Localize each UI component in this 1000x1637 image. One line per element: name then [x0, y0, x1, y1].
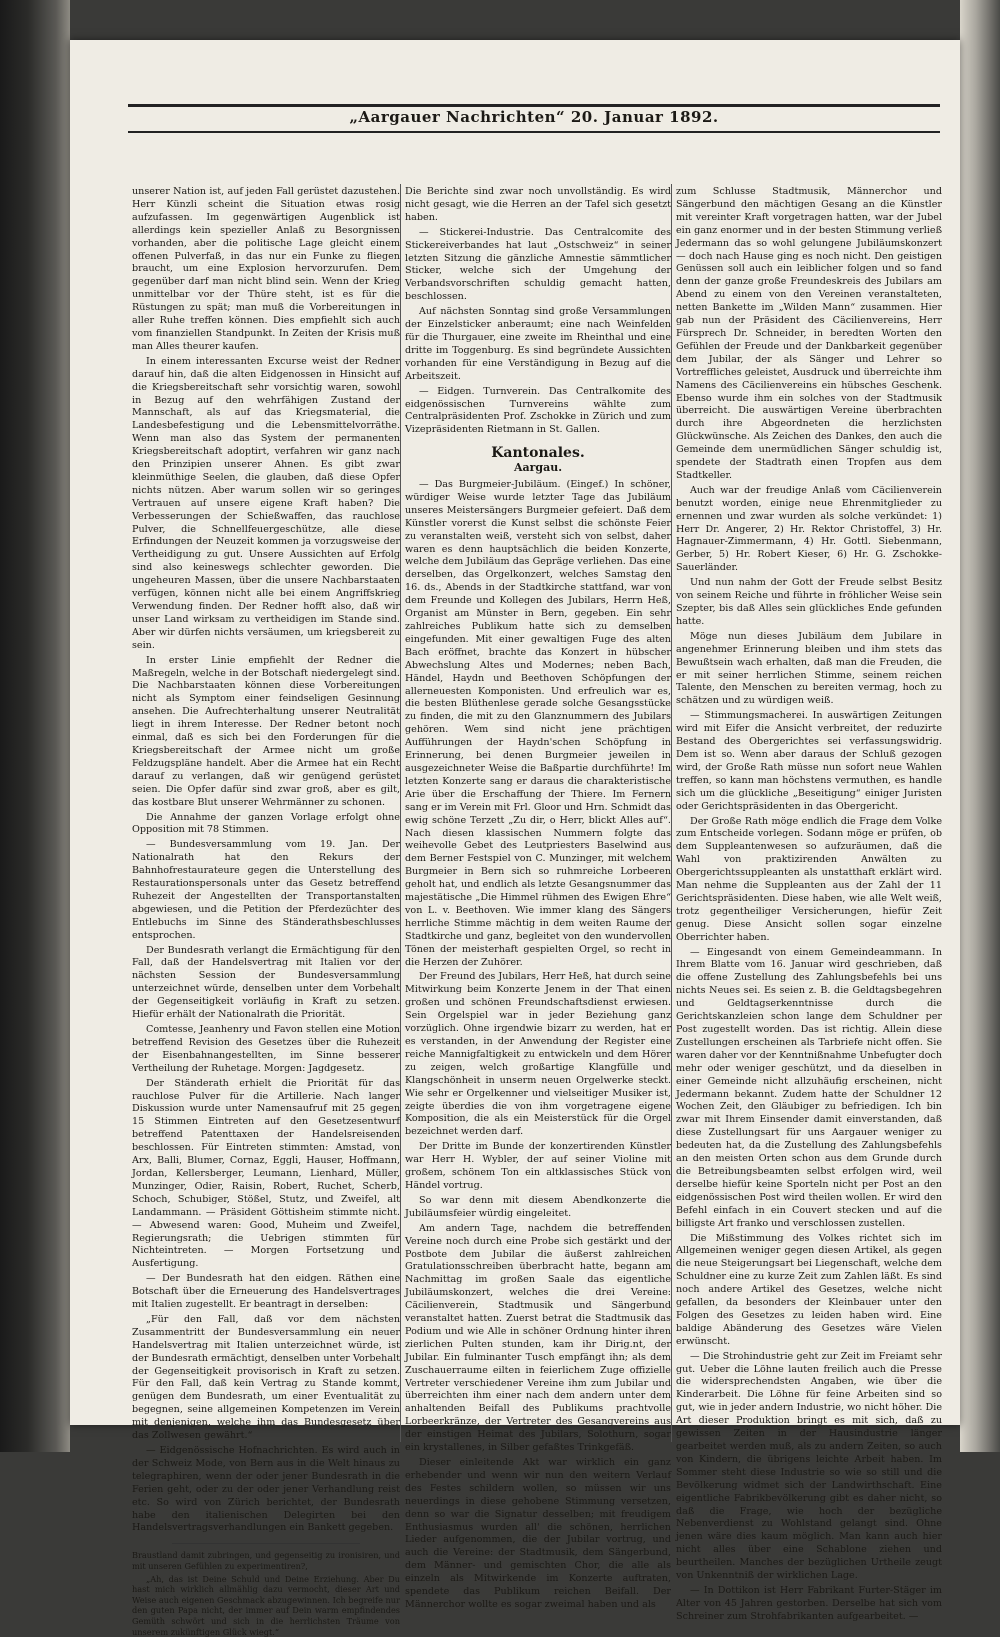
paragraph: In einem interessanten Excurse weist der Redner darauf hin, daß die alten Eidgenossen in Hinsicht auf die Kriegsbereitschaft sehr vorsichtig waren, sowohl in Bezug auf den wehrfähigen Zustand der Mannschaft, als auf das Kriegsmaterial, die Landesbefestigung und die Lebensmittelvorräthe. Wenn man also das System der permanenten Kriegsbereitschaft adoptirt, verfahren wir ganz nach den Prinzipien unserer Ahnen. Es gibt zwar kleinmüthige Seelen, die glauben, daß diese Opfer nichts nützen. Aber warum sollen wir so geringes Vertrauen auf unsere eigene Kraft haben? Die Verbesserungen der Schießwaffen, das rauchlose Pulver, die Schnellfeuergeschütze, alle diese Erfindungen der Neuzeit kommen ja vorzugsweise der Vertheidigung zu gut. Unsere Aussichten auf Erfolg sind also keineswegs schlechter geworden. Die ungeheuren Massen, über die unsere Nachbarstaaten verfügen, können nicht alle bei einem Angriffskrieg Verwendung finden. Der Redner hofft also, daß wir unser Land wirksam zu vertheidigen im Stande sind. Aber wir dürfen nichts versäumen, um kriegsbereit zu sein. [132, 355, 400, 651]
column-rule-2 [671, 184, 672, 1442]
page-header-title: „Aargauer Nachrichten“ 20. Januar 1892. [349, 108, 719, 126]
paragraph: Möge nun dieses Jubiläum dem Jubilare in angenehmer Erinnerung bleiben und ihm stets das Bewußtsein wach erhalten, daß man die Freuden, die er mit seiner herrlichen Stimme, seinem reichen Talente, den Menschen zu bereiten vermag, hoch zu schätzen und zu würdigen weiß. [676, 630, 942, 707]
feuilleton-text: Braustland damit zubringen, und gegenseitig zu ironisiren, und mit unseren Gefühlen zu experimentiren?, [132, 1550, 400, 1571]
paragraph: „Für den Fall, daß vor dem nächsten Zusammentritt der Bundesversammlung ein neuer Handelsvertrag mit Italien unterzeichnet würde, ist der Bundesrath ermächtigt, denselben unter Vorbehalt der Gegenseitigkeit provisorisch in Kraft zu setzen. Für den Fall, daß kein Vertrag zu Stande kommt, genügen dem Bundesrath, um einer Eventualität zu begegnen, seine allgemeinen Kompetenzen im Verein mit denjenigen, welche ihm das Bundesgesetz über das Zollwesen gewährt.“ [132, 1313, 400, 1442]
paragraph: Die Mißstimmung des Volkes richtet sich im Allgemeinen weniger gegen diesen Artikel, als gegen die neue Steigerungsart bei Liegenschaft, welche dem Schuldner eine zu kurze Zeit zum Zahlen läßt. Es sind noch andere Artikel des Gesetzes, welche nicht gefallen, da besonders der Kleinbauer unter den Folgen des Gesetzes zu leiden haben wird. Eine baldige Abänderung des Gesetzes wäre Vielen erwünscht. [676, 1232, 942, 1347]
paragraph: Am andern Tage, nachdem die betreffenden Vereine noch durch eine Probe sich gestärkt und der Postbote dem Jubilar die äußerst zahlreichen Gratulationsschreiben überbracht hatte, begann am Nachmittag im großen Saale das eigentliche Jubiläumskonzert, welches die drei Vereine: Cäcilienverein, Stadtmusik und Sängerbund veranstaltet hatten. Zuerst betrat die Stadtmusik das Podium und wie Alle in schöner Ordnung hinter ihren zierlichen Pulten stunden, kam ihr Dirig.nt, der Jubilar. Ein fulminanter Tusch empfängt ihn; als dem Zuschauerraume eilten in feierlichem Zuge offizielle Vertreter verschiedener Vereine ihm zum Jubilar und überreichten ihm einer nach dem andern unter dem anhaltenden Beifall des Publikums prachtvolle Lorbeerkränze, der Vertreter des Gesangvereins aus der einstigen Heimat des Jubilars, Solothurn, sogar ein krystallenes, in Silber gefaßtes Trinkgefäß. [405, 1222, 671, 1454]
page-header [128, 104, 940, 133]
paragraph: Auf nächsten Sonntag sind große Versammlungen der Einzelsticker anberaumt; eine nach Weinfelden für die Thurgauer, eine zweite im Rheinthal und eine dritte im Toggenburg. Es sind begründete Aussichten vorhanden für eine Verständigung in Bezug auf die Arbeitszeit. [405, 306, 671, 382]
paragraph: Der Ständerath erhielt die Priorität für das rauchlose Pulver für die Artillerie. Nach langer Diskussion wurde unter Namensaufruf mit 25 gegen 15 Stimmen Eintreten auf den Gesetzesentwurf betreffend Patenttaxen der Handelsreisenden beschlossen. Für Eintreten stimmten: Amstad, von Arx, Balli, Blumer, Cornaz, Eggli, Hauser, Hoffmann, Jordan, Kellersberger, Leumann, Lienhard, Müller, Munzinger, Odier, Raisin, Robert, Ruchet, Scherb, Schoch, Schubiger, Stößel, Stutz, und Zweifel, alt Landammann. — Präsident Göttisheim stimmte nicht. — Abwesend waren: Good, Muheim und Zweifel, Regierungsrath; die Uebrigen stimmten für Nichteintreten. — Morgen Fortsetzung und Ausfertigung. [132, 1077, 400, 1270]
scan-edge-left [0, 0, 70, 1452]
paragraph: — Der Bundesrath hat den eidgen. Räthen eine Botschaft über die Erneuerung des Handelsvertrages mit Italien zugestellt. Er beantragt in derselben: [132, 1273, 400, 1311]
newspaper-page [70, 40, 960, 1637]
feuilleton-text: „Ah, das ist Deine Schuld und Deine Erziehung. Aber Du hast mich wirklich allmählig dazu vermocht, dieser Art und Weise auch eigenen Geschmack abzugewinnen. Ich begreife nur den guten Papa nicht, der immer auf Dein warm empfindendes Gemüth schwört und sich in die herrlichsten Träume von unserem zukünftigen Glück wiegt.“ [132, 1573, 400, 1637]
column-2 [405, 186, 671, 1610]
column-3 [676, 186, 943, 1622]
paragraph: — Stickerei-Industrie. Das Centralcomite des Stickereiverbandes hat laut „Ostschweiz“ in seiner letzten Sitzung die gänzliche Amnestie sämmtlicher Sticker, welche sich der Umgehung der Verbandsvorschriften schuldig gemacht hatten, beschlossen. [405, 226, 671, 303]
paragraph: Auch war der freudige Anlaß vom Cäcilienverein benutzt worden, einige neue Ehrenmitglieder zu ernennen und zwar wurden als solche verkündet: 1) Herr Dr. Angerer, 2) Hr. Rektor Christoffel, 3) Hr. Hagnauer-Zimmermann, 4) Hr. Gottl. Siebenmann, Gerber, 5) Hr. Robert Kieser, 6) Hr. G. Zschokke-Sauerländer. [676, 484, 942, 574]
paragraph: — Das Burgmeier-Jubiläum. (Eingef.) In schöner, würdiger Weise wurde letzter Tage das Jubiläum unseres Meistersängers Burgmeier gefeiert. Daß dem Künstler vorerst die Kunst selbst die schönste Feier zu veranstalten weiß, versteht sich von selbst, daher waren es denn hauptsächlich die beiden Konzerte, welche dem Jubiläum das Gepräge verliehen. Das eine derselben, das Orgelkonzert, welches Samstag den 16. ds., Abends in der Stadtkirche stattfand, war von dem Freunde und Kollegen des Jubilars, Herrn Heß, Organist am Münster in Bern, gegeben. Ein sehr zahlreiches Publikum hatte sich zu demselben eingefunden. Mit einer gewaltigen Fuge des alten Bach eröffnet, brachte das Konzert in hübscher Abwechslung Altes und Modernes; neben Bach, Händel, Haydn und Beethoven Schöpfungen der allerneuesten Komponisten. Und erfreulich war es, die besten Blüthenlese gerade solche Gesangsstücke zu finden, die mit zu den Glanznummern des Jubilars gehören. Wem sind nicht jene prächtigen Aufführungen der Haydn'schen Schöpfung in Erinnerung, bei denen Burgmeier jeweilen in ausgezeichneter Weise die Baßpartie durchführte! Im letzten Konzerte sang er daraus die charakteristische Arie über die Erschaffung der Thiere. Im Fernern sang er im Verein mit Frl. Gloor und Hrn. Schmidt das ewig schöne Terzett „Zu dir, o Herr, blickt Alles auf“. Nach diesen klassischen Nummern folgte das weihevolle Gebet des Leutpriesters Baselwind aus dem Berner Festspiel von C. Munzinger, mit welchem Burgmeier in Bern sich so ruhmreiche Lorbeeren geholt hat, und endlich als letzte Gesangsnummer das majestätische „Die Himmel rühmen des Ewigen Ehre“ von L. v. Beethoven. Wie immer klang des Sängers herrliche Stimme mächtig in dem weiten Raume der Stadtkirche und ganz, begleitet von den wundervollen Tönen der meisterhaft gespielten Orgel, so recht in die Herzen der Zuhörer. [405, 479, 671, 968]
paragraph: Der Bundesrath verlangt die Ermächtigung für den Fall, daß der Handelsvertrag mit Italien vor der nächsten Session der Bundesversammlung unterzeichnet würde, denselben unter dem Vorbehalt der Gegenseitigkeit vorläufig in Kraft zu setzen. Hiefür erhält der Nationalrath die Priorität. [132, 944, 400, 1021]
paragraph: — Bundesversammlung vom 19. Jan. Der Nationalrath hat den Rekurs der Bahnhofrestaurateure gegen die Unterstellung des Restaurationspersonals unter das Gesetz betreffend Ruhezeit der Angestellten der Transportanstalten abgewiesen, und die Petition der Pferdezüchter des Entlebuchs im Sinne des Ständerathsbeschlusses entsprochen. [132, 839, 400, 941]
paragraph: Und nun nahm der Gott der Freude selbst Besitz von seinem Reiche und führte in fröhlicher Weise sein Szepter, bis daß Alles sein glückliches Ende gefunden hatte. [676, 577, 942, 627]
paragraph: — Stimmungsmacherei. In auswärtigen Zeitungen wird mit Eifer die Ansicht verbreitet, der reduzirte Bestand des Obergerichtes sei verfassungswidrig. Dem ist so. Wenn aber daraus der Schluß gezogen wird, der Große Rath müsse nun sofort neue Wahlen treffen, so kann man höchstens vermuthen, es handle sich um die glückliche „Beseitigung“ einiger Juristen oder Gerichtspräsidenten in das Obergericht. [676, 710, 942, 812]
paragraph: — Die Strohindustrie geht zur Zeit im Freiamt sehr gut. Ueber die Löhne lauten freilich auch die Presse die widersprechendsten Angaben, wie über die Kinderarbeit. Die Löhne für feine Arbeiten sind so gut, wie in jeder andern Industrie, wo nicht höher. Die Art dieser Produktion bringt es mit sich, daß zu gewissen Zeiten in der Hausindustrie länger gearbeitet werden muß, als zu andern Zeiten, so auch von Kindern, die übrigens leichte Arbeit haben. Im Sommer steht diese Industrie so wie so still und die Bevölkerung widmet sich der Landwirthschaft. Eine eigentliche Fabrikbevölkerung gibt es daher nicht, so daß die Frage, wie hoch der bezügliche Nebenverdienst zu Wohlstand gelangt sind. Ohne jenen wäre dies kaum möglich. Man kann auch hier nicht alles über eine Schablone ziehen und beurtheilen. Manches der bezüglichen Urtheile zeugt von Unkenntniß der wirklichen Lage. [676, 1350, 942, 1582]
paragraph: — Eidgen. Turnverein. Das Centralkomite des eidgenössischen Turnvereins wählte zum Centralpräsidenten Prof. Zschokke in Zürich und zum Vizepräsidenten Rietmann in St. Gallen. [405, 385, 671, 436]
paragraph: — Eidgenössische Hofnachrichten. Es wird auch in der Schweiz Mode, von Bern aus in die Welt hinaus zu telegraphiren, wenn der oder jener Bundesrath in die Ferien geht, oder zu der oder jener Verhandlung reist etc. So wird von Zürich berichtet, der Bundesrath habe den italienischen Delegirten bei den Handelsvertragsverhandlungen ein Bankett gegeben. [132, 1445, 400, 1534]
column-1 [132, 186, 400, 1637]
paragraph: Der Freund des Jubilars, Herr Heß, hat durch seine Mitwirkung beim Konzerte Jenem in der That einen großen und schönen Freundschaftsdienst erwiesen. Sein Orgelspiel war in jeder Beziehung ganz vorzüglich. Ohne irgendwie bizarr zu werden, hat er es verstanden, in der Anwendung der Register eine reiche Mannigfaltigkeit zu entwickeln und dem Hörer zu zeigen, welch großartige Klangfülle und Klangschönheit in unserm neuen Orgelwerke steckt. Wie sehr er Orgelkenner und vielseitiger Musiker ist, zeigte überdies die von ihm vorgetragene eigene Komposition, die als ein Meisterstück für die Orgel bezeichnet werden darf. [405, 971, 671, 1138]
paragraph: Dieser einleitende Akt war wirklich ein ganz erhebender und wenn wir nun den weitern Verlauf des Festes schildern wollen, so müssen wir uns neuerdings in diese gehobene Stimmung versetzen, denn so war die Signatur desselben; mit freudigem Enthusiasmus wurden all' die schönen, herrlichen Lieder aufgenommen, die der Jubilar vortrug, und auch die Vereine: der Stadtmusik, dem Sängerbund, dem Männer- und gemischten Chor, die alle als einzeln als Mitwirkende im Konzerte auftraten, spendete das Publikum reichen Beifall. Der Männerchor wollte es sogar zweimal haben und als [405, 1457, 671, 1610]
paragraph: So war denn mit diesem Abendkonzerte die Jubiläumsfeier würdig eingeleitet. [405, 1194, 671, 1219]
paragraph: Die Berichte sind zwar noch unvollständig. Es wird nicht gesagt, wie die Herren an der Tafel sich gesetzt haben. [405, 186, 671, 223]
paragraph: Comtesse, Jeanhenry und Favon stellen eine Motion betreffend Revision des Gesetzes über die Ruhezeit der Eisenbahnangestellten, im Sinne besserer Vertheilung der Ruhetage. Morgen: Jagdgesetz. [132, 1024, 400, 1074]
feuilleton-divider [172, 1543, 360, 1544]
scan-edge-right [960, 0, 1000, 1452]
paragraph: In erster Linie empfiehlt der Redner die Maßregeln, welche in der Botschaft niedergelegt sind. Die Nachbarstaaten können diese Vorbereitungen nicht als Symptom einer feindseligen Gesinnung ansehen. Die Aufrechterhaltung unserer Neutralität liegt in ihrem Interesse. Der Redner betont noch einmal, daß es sich bei den Forderungen für die Kriegsbereitschaft der Armee nicht um große Feldzugspläne handelt. Aber die Armee hat ein Recht darauf zu verlangen, daß wir genügend gerüstet seien. Die Opfer dafür sind zwar groß, aber es gilt, das kostbare Blut unserer Wehrmänner zu schonen. [132, 654, 400, 808]
paragraph: — In Dottikon ist Herr Fabrikant Furter-Stäger im Alter von 45 Jahren gestorben. Derselbe hat sich vom Schreiner zum Strohfabrikanten aufgearbeitet. — [676, 1584, 942, 1622]
paragraph: — Eingesandt von einem Gemeindeammann. In Ihrem Blatte vom 16. Januar wird geschrieben, daß die offene Zustellung des Zahlungsbefehls bei uns nichts Neues sei. Es seien z. B. die Geldtagsbegehren und Geldtagserkenntnisse durch die Gerichtskanzleien schon lange dem Schuldner per Post zugestellt worden. Das ist richtig. Allein diese Zustellungen erscheinen als Tarbriefe nicht offen. Sie waren daher vor der Kenntnißnahme Unbefugter doch mehr oder weniger geschützt, und da dieselben in einer Gemeinde nicht allzuhäufig erscheinen, nicht Jedermann bekannt. Zudem hatte der Schuldner 12 Wochen Zeit, den Gläubiger zu befriedigen. Ich bin zwar mit Ihrem Einsender damit einverstanden, daß diese Zustellungsart für uns Aargauer weniger zu bedeuten hat, da die Zustellung des Zahlungsbefehls an den meisten Orten schon aus dem Grunde durch die Betreibungsbeamten selbst erfolgen wird, weil derselbe hiefür keine Sporteln nicht per Post an den eidgenössischen Post wird theilen wollen. Er wird den Befehl einfach in ein Couvert stecken und auf die billigste Art franko und verschlossen zustellen. [676, 946, 943, 1229]
paragraph: zum Schlusse Stadtmusik, Männerchor und Sängerbund den mächtigen Gesang an die Künstler mit vereinter Kraft vorgetragen hatten, war der Jubel ein ganz enormer und in der besten Stimmung verließ Jedermann das so wohl gelungene Jubiläumskonzert — doch nach Hause ging es noch nicht. Den geistigen Genüssen soll auch ein leiblicher folgen und so fand denn der ganze große Freundeskreis des Jubilars am Abend zu einem von den Vereinen veranstalteten, netten Bankette im „Wilden Mann“ zusammen. Hier gab nun der Präsident des Cäcilienvereins, Herr Fürsprech Dr. Schneider, in beredten Worten den Gefühlen der Freude und der Dankbarkeit gegenüber dem Jubilar, der als Sänger und Lehrer so Vortreffliches geleistet, Ausdruck und überreichte ihm Namens des Cäcilienvereins ein hübsches Geschenk. Ebenso wurde ihm ein solches von der Stadtmusik überreicht. Die auswärtigen Vereine überbrachten durch ihre Abgeordneten die herzlichsten Glückwünsche. Als Zeichen des Dankes, den auch die Gemeinde dem unermüdlichen Sänger schuldig ist, spendete der Stadtrath einen Tropfen aus dem Stadtkeller. [676, 186, 942, 481]
column-rule-1 [400, 184, 401, 1442]
paragraph: Der Große Rath möge endlich die Frage dem Volke zum Entscheide vorlegen. Sodann möge er prüfen, ob dem Suppleantenwesen so aufzuräumen, daß die Wahl von praktizirenden Anwälten zu Obergerichtssuppleanten als unstatthaft erklärt wird. Man nehme die Suppleanten aus der Zahl der 11 Gerichtspräsidenten. Diese haben, wie alle Welt weiß, trotz gegentheiliger Versicherungen, hiefür Zeit genug. Diese Ansicht sollen sogar einzelne Oberrichter haben. [676, 815, 942, 943]
paragraph: Die Annahme der ganzen Vorlage erfolgt ohne Opposition mit 78 Stimmen. [132, 811, 400, 836]
section-heading: Kantonales. [491, 445, 585, 462]
paragraph: Der Dritte im Bunde der konzertirenden Künstler war Herr H. Wybler, der auf seiner Violine mit großem, schönem Ton ein altklassisches Stück von Händel vortrug. [405, 1141, 671, 1191]
paragraph: unserer Nation ist, auf jeden Fall gerüstet dazustehen. Herr Künzli scheint die Situation etwas rosig aufzufassen. Im gegenwärtigen Augenblick ist allerdings kein spezieller Anlaß zu Besorgnissen vorhanden, aber die politische Lage gleicht einem offenen Pulverfaß, in das nur ein Funke zu fliegen braucht, um eine Explosion hervorzurufen. Dem gegenüber darf man nicht blind sein. Wenn der Krieg unmittelbar vor der Thüre steht, ist es für die Rüstungen zu spät; man muß die Vorbereitungen in aller Ruhe treffen können. Dies empfiehlt sich auch vom finanziellen Standpunkt. In Zeiten der Krisis muß man Alles theurer kaufen. [132, 186, 400, 352]
section-subheading: Aargau. [513, 461, 563, 475]
